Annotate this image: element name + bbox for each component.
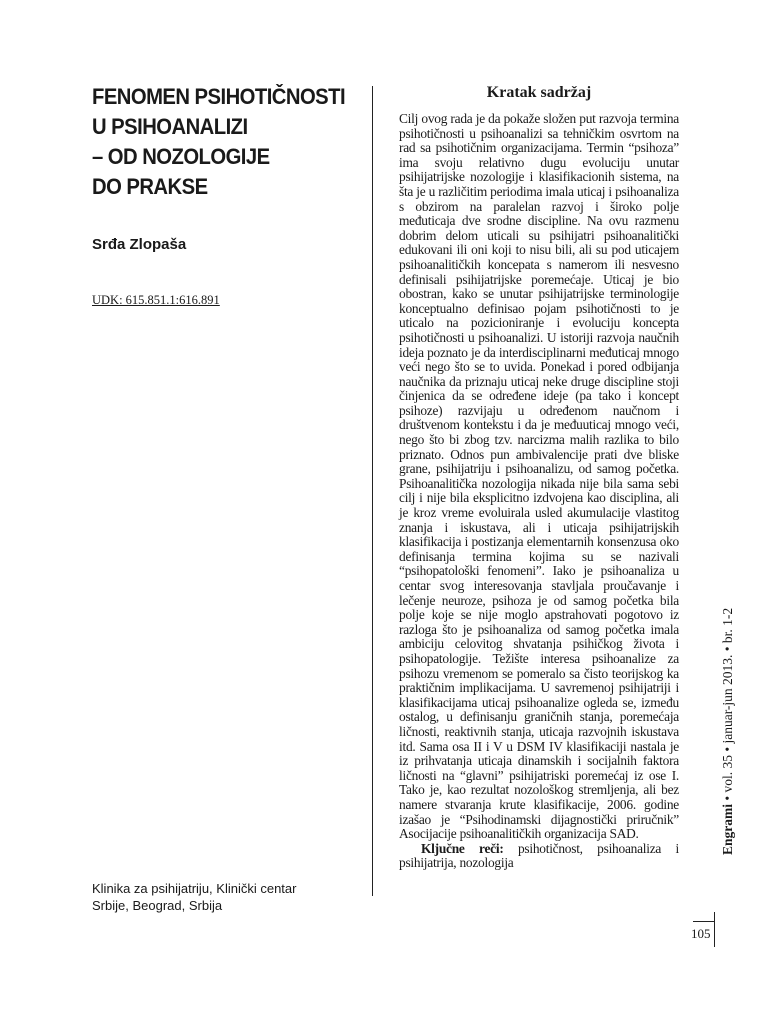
column-divider: [372, 86, 373, 896]
title-line-1: FENOMEN PSIHOTIČNOSTI: [92, 84, 346, 109]
abstract: [399, 112, 679, 871]
title-line-3: – OD NOZOLOGIJE: [92, 144, 270, 169]
abstract-text: Cilj ovog rada je da pokaže složen put razvoja termina psihotičnosti u psihoanalizi sa tehničkim osvrtom na rad sa psihotičnim organizacijama. Termin “psihoza” ima svoju relativno dugu evoluciju unutar psihijatrijske nozologije i klasifikacionih sistema, na šta je u različitim periodima imala uticaj i psihoanaliza s obzirom na paralelan razvoj i široko polje međuticaja dve srodne discipline. Na ovu razmenu dobrim delom uticali su psihijatri psihoanalitički edukovani ili oni koji to nisu bili, ali su pod uticajem psihoanalitičkih koncepata s namerom ili nesvesno definisali psihijatrijske poremećaje. Uticaj je bio obostran, kako se unutar psihijatrijske terminologije konceptualno definisao pojam psihotičnosti to je uticalo na pozicioniranje i evoluciju koncepta psihotičnosti u psihoanalizi. U istoriji razvoja naučnih ideja poznato je da interdisciplinarni međuticaj mnogo veći nego što se to uvida. Ponekad i pored odbijanja naučnika da priznaju uticaj neke druge discipline stoji činjenica da se određene ideje (pa tako i koncept psihoze) razvijaju u određenom naučnom i društvenom kontekstu i da je međuuticaj mnogo veći, nego što bi zbog tzv. narcizma malih razlika to bilo priznato. Odnos pun ambivalencije prati dve bliske grane, psihijatriju i psihoanalizu, od samog početka. Psihoanalitička nozologija nikada nije bila sama sebi cilj i nije bila eksplicitno izdvojena kao disciplina, ali je kroz vreme evoluirala usled akumulacije vlastitog znanja i iskustava, ali i uticaja psihijatrijskih klasifikacija i postizanja elementarnih konsenzusa oko definisanja termina kojima su se nazivali “psihopatološki fenomeni”. Iako je psihoanaliza u centar svog interesovanja stavljala proučavanje i lečenje neuroze, psihoza je od samog početka bila polje koje se nije moglo apstrahovati pogotovo iz razloga što je psihoanaliza od samog početka imala ambiciju celovitog shvatanja psihičkog života i psihopatologije. Težište interesa psihoanalize za psihozu vremenom se pomeralo sa čisto teorijskog ka praktičnim implikacijama. U savremenoj psihijatriji i klasifikacijama uticaj psihoanalize ogleda se, između ostalog, u definisanju graničnih stanja, poremećaja ličnosti, reaktivnih stanja, uticaja razvojnih iskustava itd. Sama osa II i V u DSM IV klasifikaciji nastala je iz prihvatanja uticaja dinamskih i socijalnih faktora ličnosti na “glavni” psihijatriski poremećaj iz ose I. Tako je, kao rezultat nozološkog stremljenja, ali bez namere stvaranja krute klasifikacije, 2006. godine izašao je “Psihodinamski dijagnostički priručnik” Asocijacije psihoanalitičkih organizacija SAD.: [399, 111, 679, 842]
title-line-2: U PSIHOANALIZI: [92, 114, 248, 139]
page-number-rule-vertical: [714, 912, 715, 947]
journal-name: Engrami: [720, 803, 735, 855]
author-affiliation: [92, 880, 362, 914]
affiliation-line-1: Klinika za psihijatriju, Klinički centar: [92, 881, 297, 896]
article-title: [92, 82, 346, 202]
keywords-text: psihotičnost, psihoanaliza i psihijatrija, nozologija: [399, 840, 679, 871]
running-head: [720, 608, 736, 855]
page-number-rule-horizontal: [693, 921, 715, 922]
author-name: Srđa Zlopaša: [92, 236, 187, 253]
keywords-label: Ključne reči:: [421, 840, 504, 856]
udk-code: UDK: 615.851.1:616.891: [92, 293, 220, 307]
abstract-heading: Kratak sadržaj: [486, 84, 592, 101]
journal-issue: • vol. 35 • januar-jun 2013. • br. 1-2: [720, 607, 735, 804]
title-line-4: DO PRAKSE: [92, 174, 208, 199]
page-number: 105: [691, 926, 711, 941]
keywords: [399, 842, 679, 871]
affiliation-line-2: Srbije, Beograd, Srbija: [92, 898, 223, 913]
